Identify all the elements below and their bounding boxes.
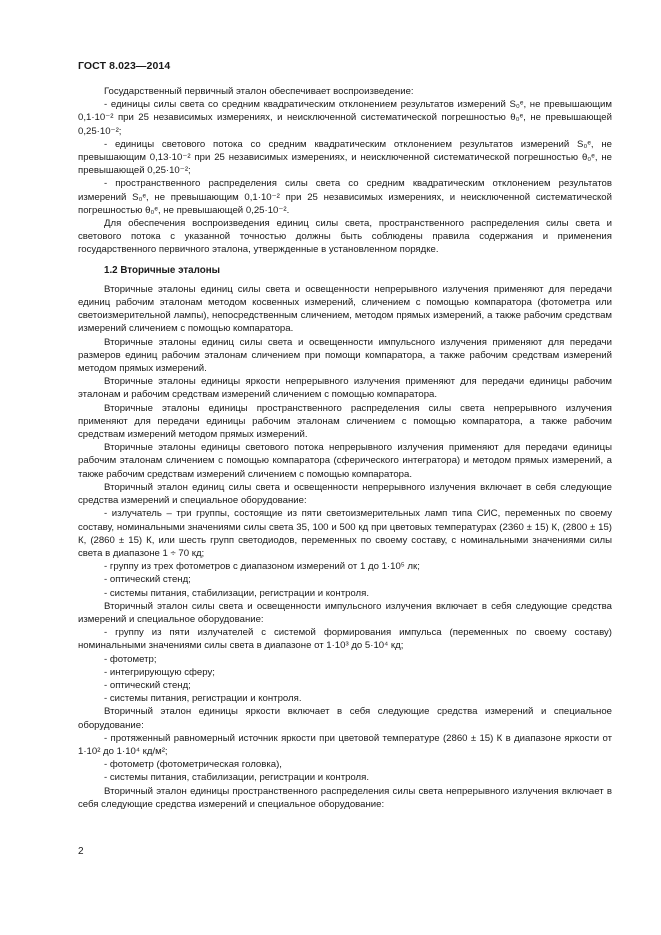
paragraph-brightness: Вторичный эталон единицы яркости включает в себя следующие средства измерений и специальное оборудование: <box>78 706 612 731</box>
list2-item-4: - оптический стенд; <box>104 679 191 691</box>
section-paragraph-1: Вторичные эталоны единиц силы света и освещенности непрерывного излучения применяют для передачи единиц рабочим эталонам методом косвенных измерений, сличением с помощью компаратора (фотометра или светоизмерительной лампы), непосредственным сличением, методом прямых измерений, а также рабочим средствам измерений сличением с помощью компаратора. <box>78 283 612 335</box>
list1-item-1: - излучатель – три группы, состоящие из пяти светоизмерительных ламп типа СИС, переменных по своему составу, номинальными значениями силы света 35, 100 и 500 кд при цветовых температурах (2360 ± 15) К, (2800 ± 15) К, (2860 ± 15) К, или шесть групп светодиодов, переменных по своему составу, с номинальными значениями силы света в диапазоне 1 ÷ 70 кд; <box>78 508 612 559</box>
paragraph-pulse: Вторичный эталон силы света и освещенности импульсного излучения включает в себя следующие средства измерений и специальное оборудование: <box>78 600 612 625</box>
list1-item-3: - оптический стенд; <box>104 574 191 586</box>
intro-item-1: - единицы силы света со средним квадратическим отклонением результатов измерений S₀ᵉ, не превышающим 0,1·10⁻² при 25 независимых измерениях, и неисключенной систематической погрешностью θ₀ᵉ, не превышающей 0,25·10⁻²; <box>78 99 612 137</box>
section-paragraph-2: Вторичные эталоны единиц силы света и освещенности импульсного излучения применяют для передачи размеров единиц рабочим эталонам сличением при помощи компаратора, а также рабочим средствам измерений методом прямых измерений. <box>78 336 612 375</box>
document-body <box>78 85 612 811</box>
list3-item-3: - системы питания, стабилизации, регистрации и контроля. <box>104 772 370 784</box>
section-paragraph-6: Вторичный эталон единиц силы света и освещенности непрерывного излучения включает в себя следующие средства измерений и специальное оборудование: <box>78 481 612 507</box>
page-number: 2 <box>78 846 84 857</box>
intro-closing: Для обеспечения воспроизведения единиц силы света, пространственного распределения силы света и светового потока с указанной точностью должны быть соблюдены правила содержания и применения государственного первичного эталона, утвержденные в установленном порядке. <box>78 218 612 256</box>
intro-item-3: - пространственного распределения силы света со средним квадратическим отклонением результатов измерений S₀ᵉ, не превышающим 0,1·10⁻² при 25 независимых измерениях, и неисключенной систематической погрешностью θ₀ᵉ, не превышающей 0,25·10⁻². <box>78 178 612 216</box>
list3-item-1: - протяженный равномерный источник яркости при цветовой температуре (2860 ± 15) К в диапазоне яркости от 1·10² до 1·10⁴ кд/м²; <box>78 732 612 757</box>
list2-item-1: - группу из пяти излучателей с системой формирования импульса (переменных по своему составу) номинальными значениями силы света в диапазоне от 1·10³ до 5·10⁴ кд; <box>78 627 612 652</box>
list2-item-2: - фотометр; <box>104 653 157 665</box>
section-heading: 1.2 Вторичные эталоны <box>104 264 220 276</box>
list1-item-4: - системы питания, стабилизации, регистрации и контроля. <box>104 587 370 599</box>
list3-item-2: - фотометр (фотометрическая головка), <box>104 759 282 771</box>
section-paragraph-5: Вторичные эталоны единицы светового потока непрерывного излучения применяют для передачи единицы рабочим эталонам сличением с помощью компаратора (сферического интегратора) и методом прямых измерений, а также рабочим средствам измерений сличением с помощью компаратора. <box>78 442 612 480</box>
intro-item-2: - единицы светового потока со средним квадратическим отклонением результатов измерений S₀ᵉ, не превышающим 0,13·10⁻² при 25 независимых измерениях, и неисключенной систематической погрешностью θ₀ᵉ, не превышающей 0,25·10⁻²; <box>78 138 612 177</box>
list2-item-3: - интегрирующую сферу; <box>104 666 215 678</box>
section-paragraph-4: Вторичные эталоны единицы пространственного распределения силы света непрерывного излучения применяют для передачи единицы рабочим эталонам сличением с помощью компаратора, а также рабочим средствам измерений методом прямых измерений. <box>78 402 612 441</box>
section-paragraph-3: Вторичные эталоны единицы яркости непрерывного излучения применяют для передачи единицы рабочим эталонам и рабочим средствам измерений сличением с помощью компаратора. <box>78 376 612 401</box>
list1-item-2: - группу из трех фотометров с диапазоном измерений от 1 до 1·10⁵ лк; <box>104 561 420 573</box>
paragraph-spatial: Вторичный эталон единицы пространственного распределения силы света непрерывного излучения включает в себя следующие средства измерений и специальное оборудование: <box>78 785 612 810</box>
document-header: ГОСТ 8.023—2014 <box>78 60 171 72</box>
intro-lead: Государственный первичный эталон обеспечивает воспроизведение: <box>104 86 414 97</box>
list2-item-5: - системы питания, регистрации и контроля. <box>104 693 302 705</box>
